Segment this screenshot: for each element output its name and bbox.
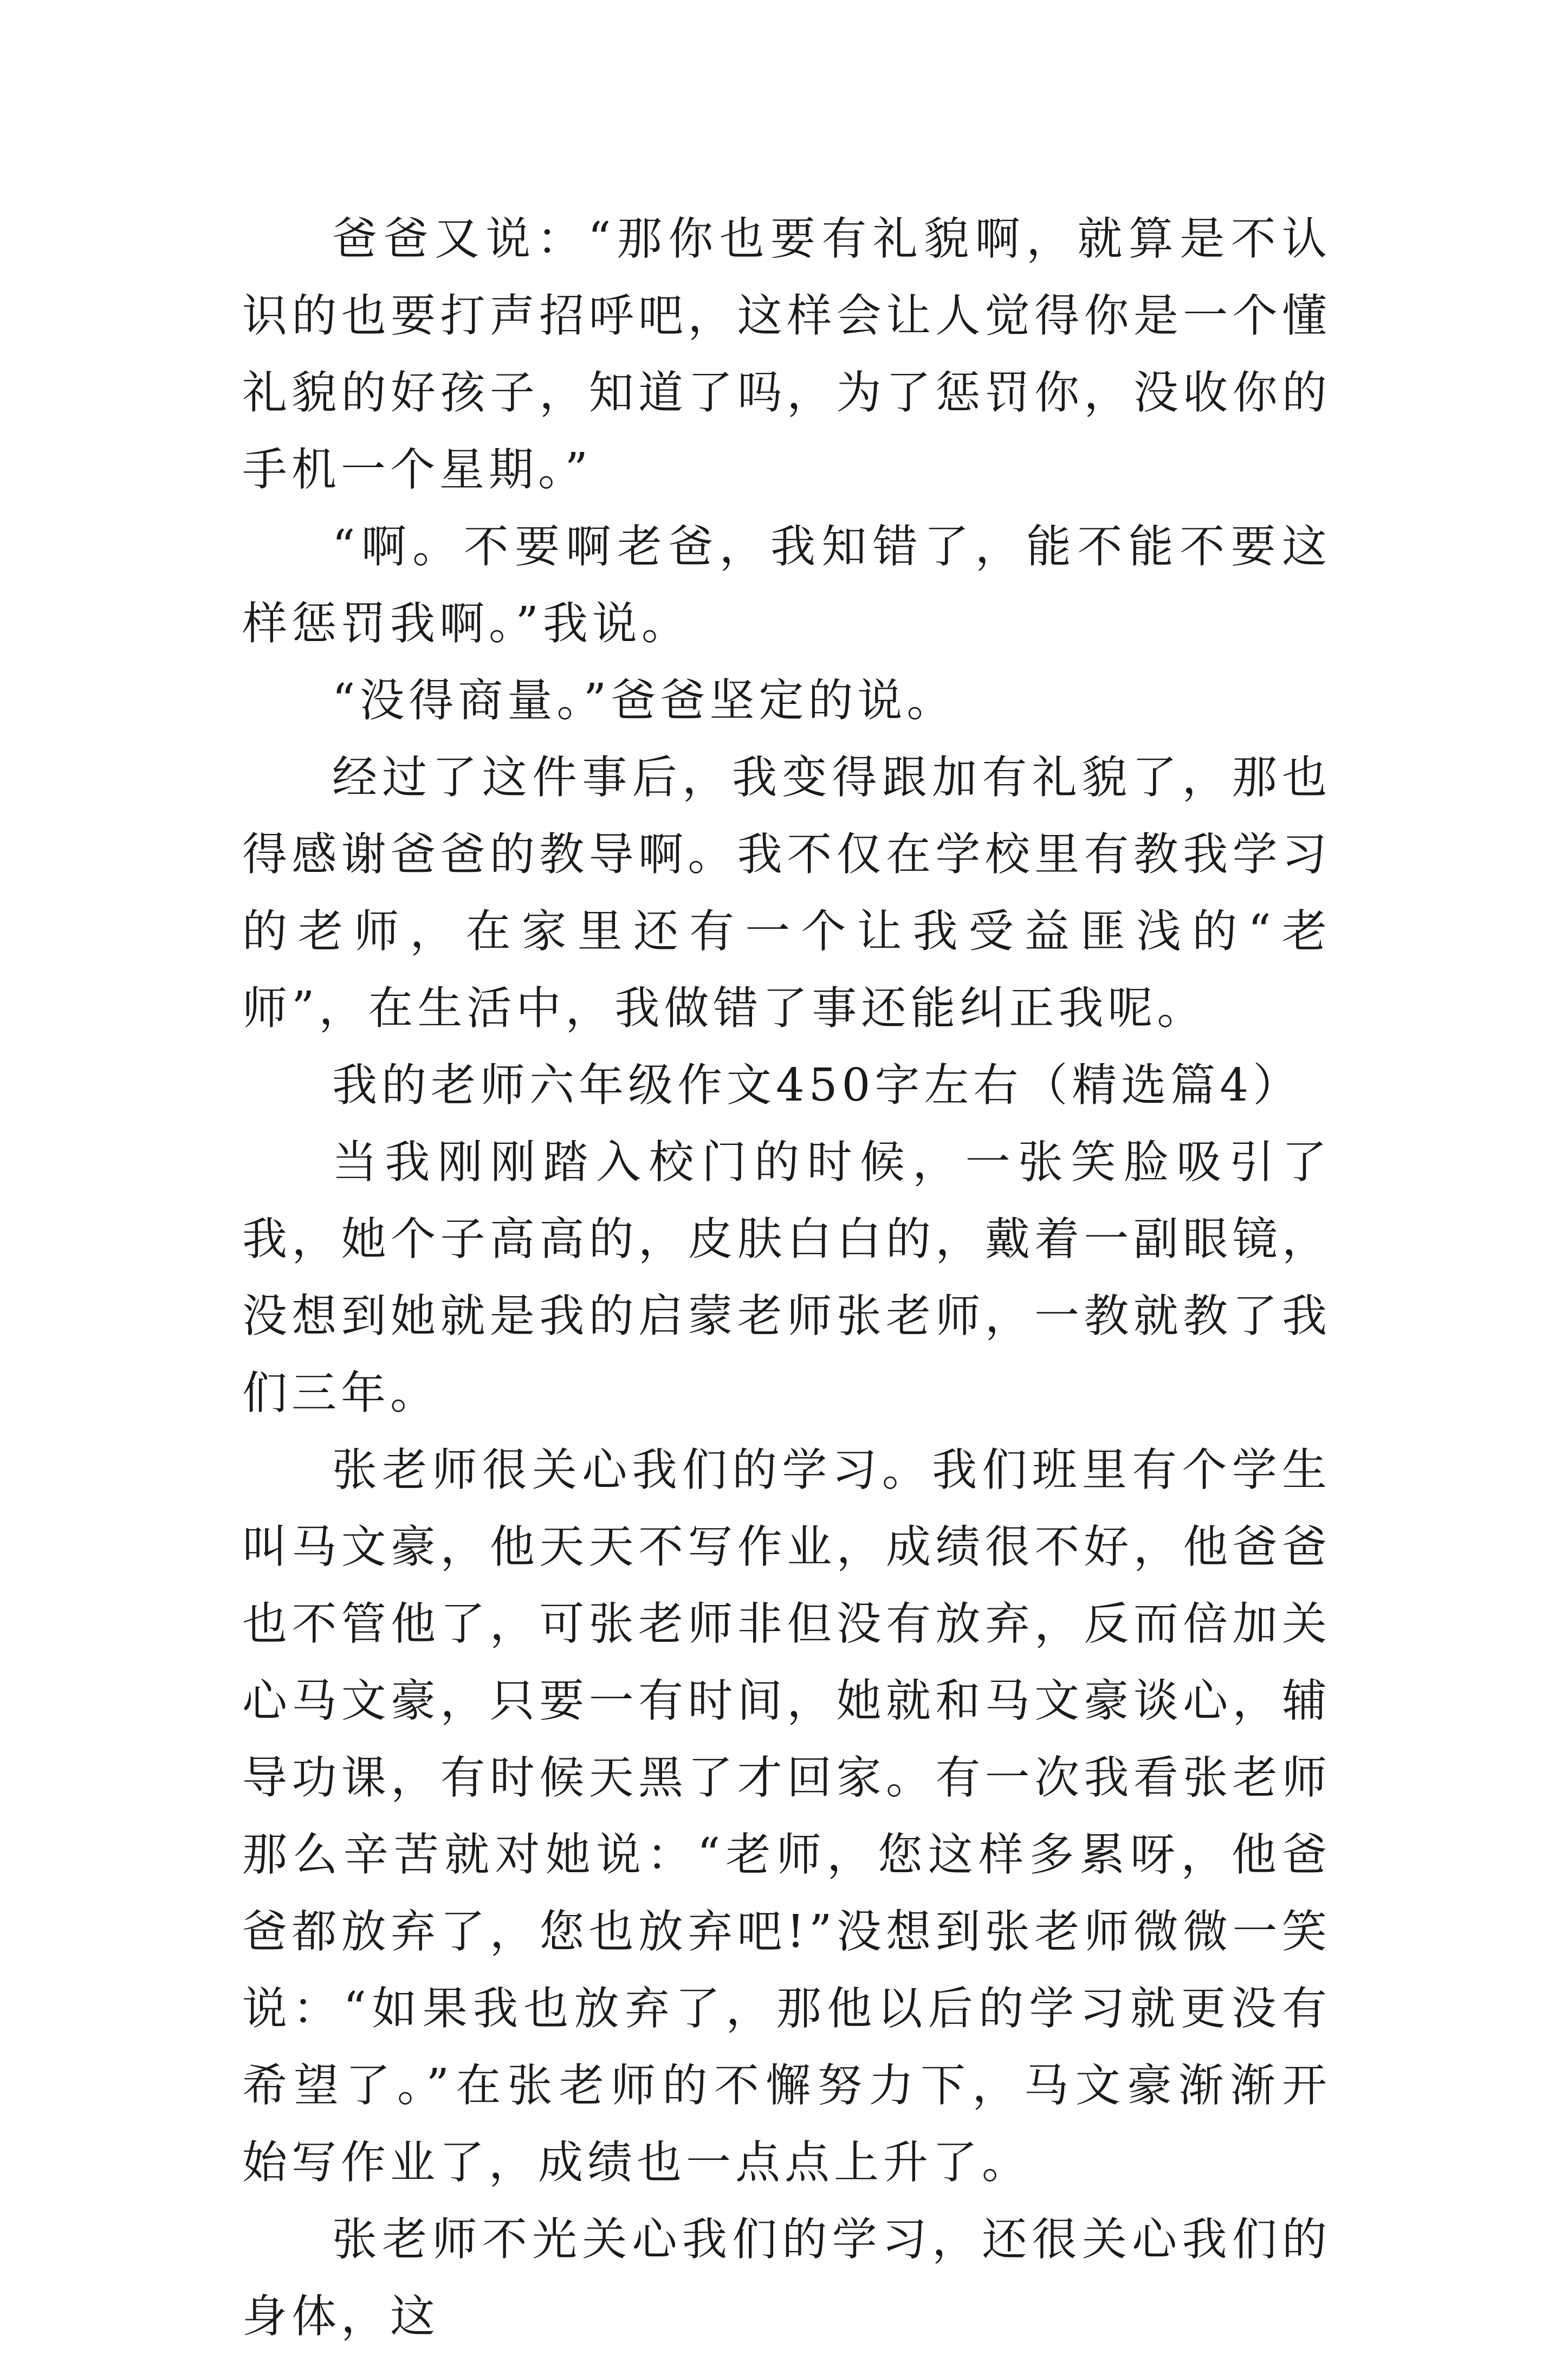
section-heading: 我的老师六年级作文450字左右（精选篇4） — [332, 1059, 1303, 1111]
paragraph: 张老师很关心我们的学习。我们班里有个学生叫马文豪，他天天不写作业，成绩很不好，他爸爸也不管他了，可张老师非但没有放弃，反而倍加关心马文豪，只要一有时间，她就和马文豪谈心，辅导功课，有时候天黑了才回家。有一次我看张老师那么辛苦就对她说：“老师，您这样多累呀，他爸爸都放弃了，您也放弃吧!”没想到张老师微微一笑说：“如果我也放弃了，那他以后的学习就更没有希望了。”在张老师的不懈努力下，马文豪渐渐开始写作业了，成绩也一点点上升了。 — [242, 1444, 1331, 2189]
paragraph: “啊。不要啊老爸，我知错了，能不能不要这样惩罚我啊。”我说。 — [242, 520, 1331, 650]
paragraph: 爸爸又说：“那你也要有礼貌啊，就算是不认识的也要打声招呼吧，这样会让人觉得你是一个懂礼貌的好孩子，知道了吗，为了惩罚你，没收你的手机一个星期。” — [242, 212, 1331, 496]
paragraph: 经过了这件事后，我变得跟加有礼貌了，那也得感谢爸爸的教导啊。我不仅在学校里有教我学习的老师，在家里还有一个让我受益匪浅的“老师”，在生活中，我做错了事还能纠正我呢。 — [242, 751, 1331, 1034]
document-page — [242, 200, 1331, 2355]
paragraph: “没得商量。”爸爸坚定的说。 — [332, 674, 956, 727]
paragraph: 张老师不光关心我们的学习，还很关心我们的身体，这 — [242, 2213, 1331, 2343]
paragraph: 当我刚刚踏入校门的时候，一张笑脸吸引了我，她个子高高的，皮肤白白的，戴着一副眼镜，没想到她就是我的启蒙老师张老师，一教就教了我们三年。 — [242, 1136, 1331, 1419]
